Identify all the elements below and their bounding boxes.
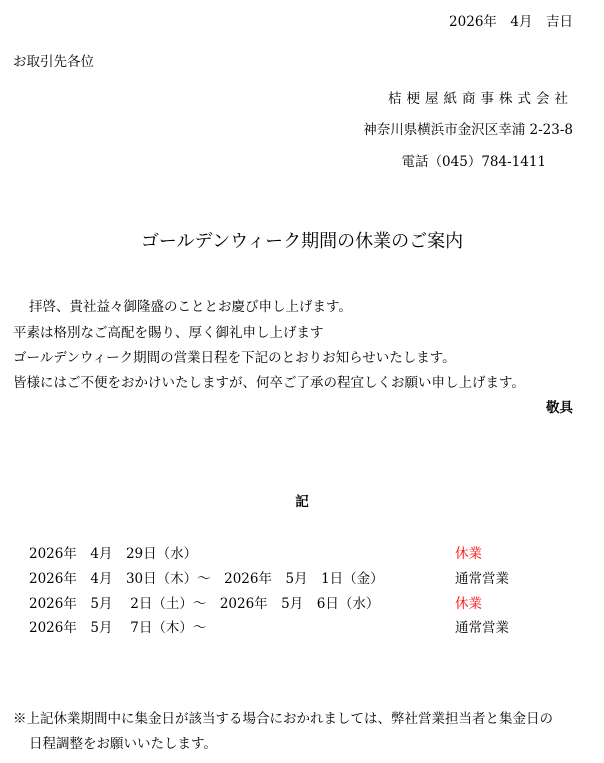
footnote-line: 日程調整をお願いいたします。 — [29, 736, 217, 752]
schedule-row — [0, 616, 604, 636]
letter-date: 2026年 4月 吉日 — [449, 14, 573, 30]
schedule-row — [0, 542, 604, 562]
body-line-apology: 皆様にはご不便をおかけいたしますが、何卒ご了承の程宜しくお願い申し上げます。 — [13, 375, 525, 391]
body-line-thanks: 平素は格別なご高配を賜り、厚く御礼申し上げます — [13, 325, 324, 341]
body-line-notice: ゴールデンウィーク期間の営業日程を下記のとおりお知らせいたします。 — [13, 350, 456, 366]
closing-word: 敬具 — [546, 400, 573, 416]
schedule-period: 2026年 4月 29日（水） — [29, 546, 198, 562]
sender-phone: 電話（045）784-1411 — [401, 154, 546, 170]
schedule-row — [0, 592, 604, 612]
schedule-status: 休業 — [455, 546, 482, 562]
addressee: お取引先各位 — [13, 54, 94, 70]
schedule-period: 2026年 4月 30日（木）～ 2026年 5月 1日（金） — [29, 571, 384, 587]
document-title: ゴールデンウィーク期間の休業のご案内 — [140, 231, 464, 252]
schedule-status: 通常営業 — [455, 571, 509, 587]
footnote-line: ※上記休業期間中に集金日が該当する場合におかれましては、弊社営業担当者と集金日の — [13, 711, 553, 727]
schedule-status: 休業 — [455, 596, 482, 612]
schedule-period: 2026年 5月 2日（土）～ 2026年 5月 6日（水） — [29, 596, 380, 612]
schedule-period: 2026年 5月 7日（木）～ — [29, 620, 207, 636]
sender-address: 神奈川県横浜市金沢区幸浦 2-23-8 — [363, 122, 573, 138]
schedule-row — [0, 567, 604, 587]
ki-heading: 記 — [295, 494, 309, 510]
body-line-greeting: 拝啓、貴社益々御隆盛のこととお慶び申し上げます。 — [29, 299, 352, 315]
schedule-status: 通常営業 — [455, 620, 509, 636]
sender-company: 桔梗屋紙商事株式会社 — [388, 91, 573, 107]
